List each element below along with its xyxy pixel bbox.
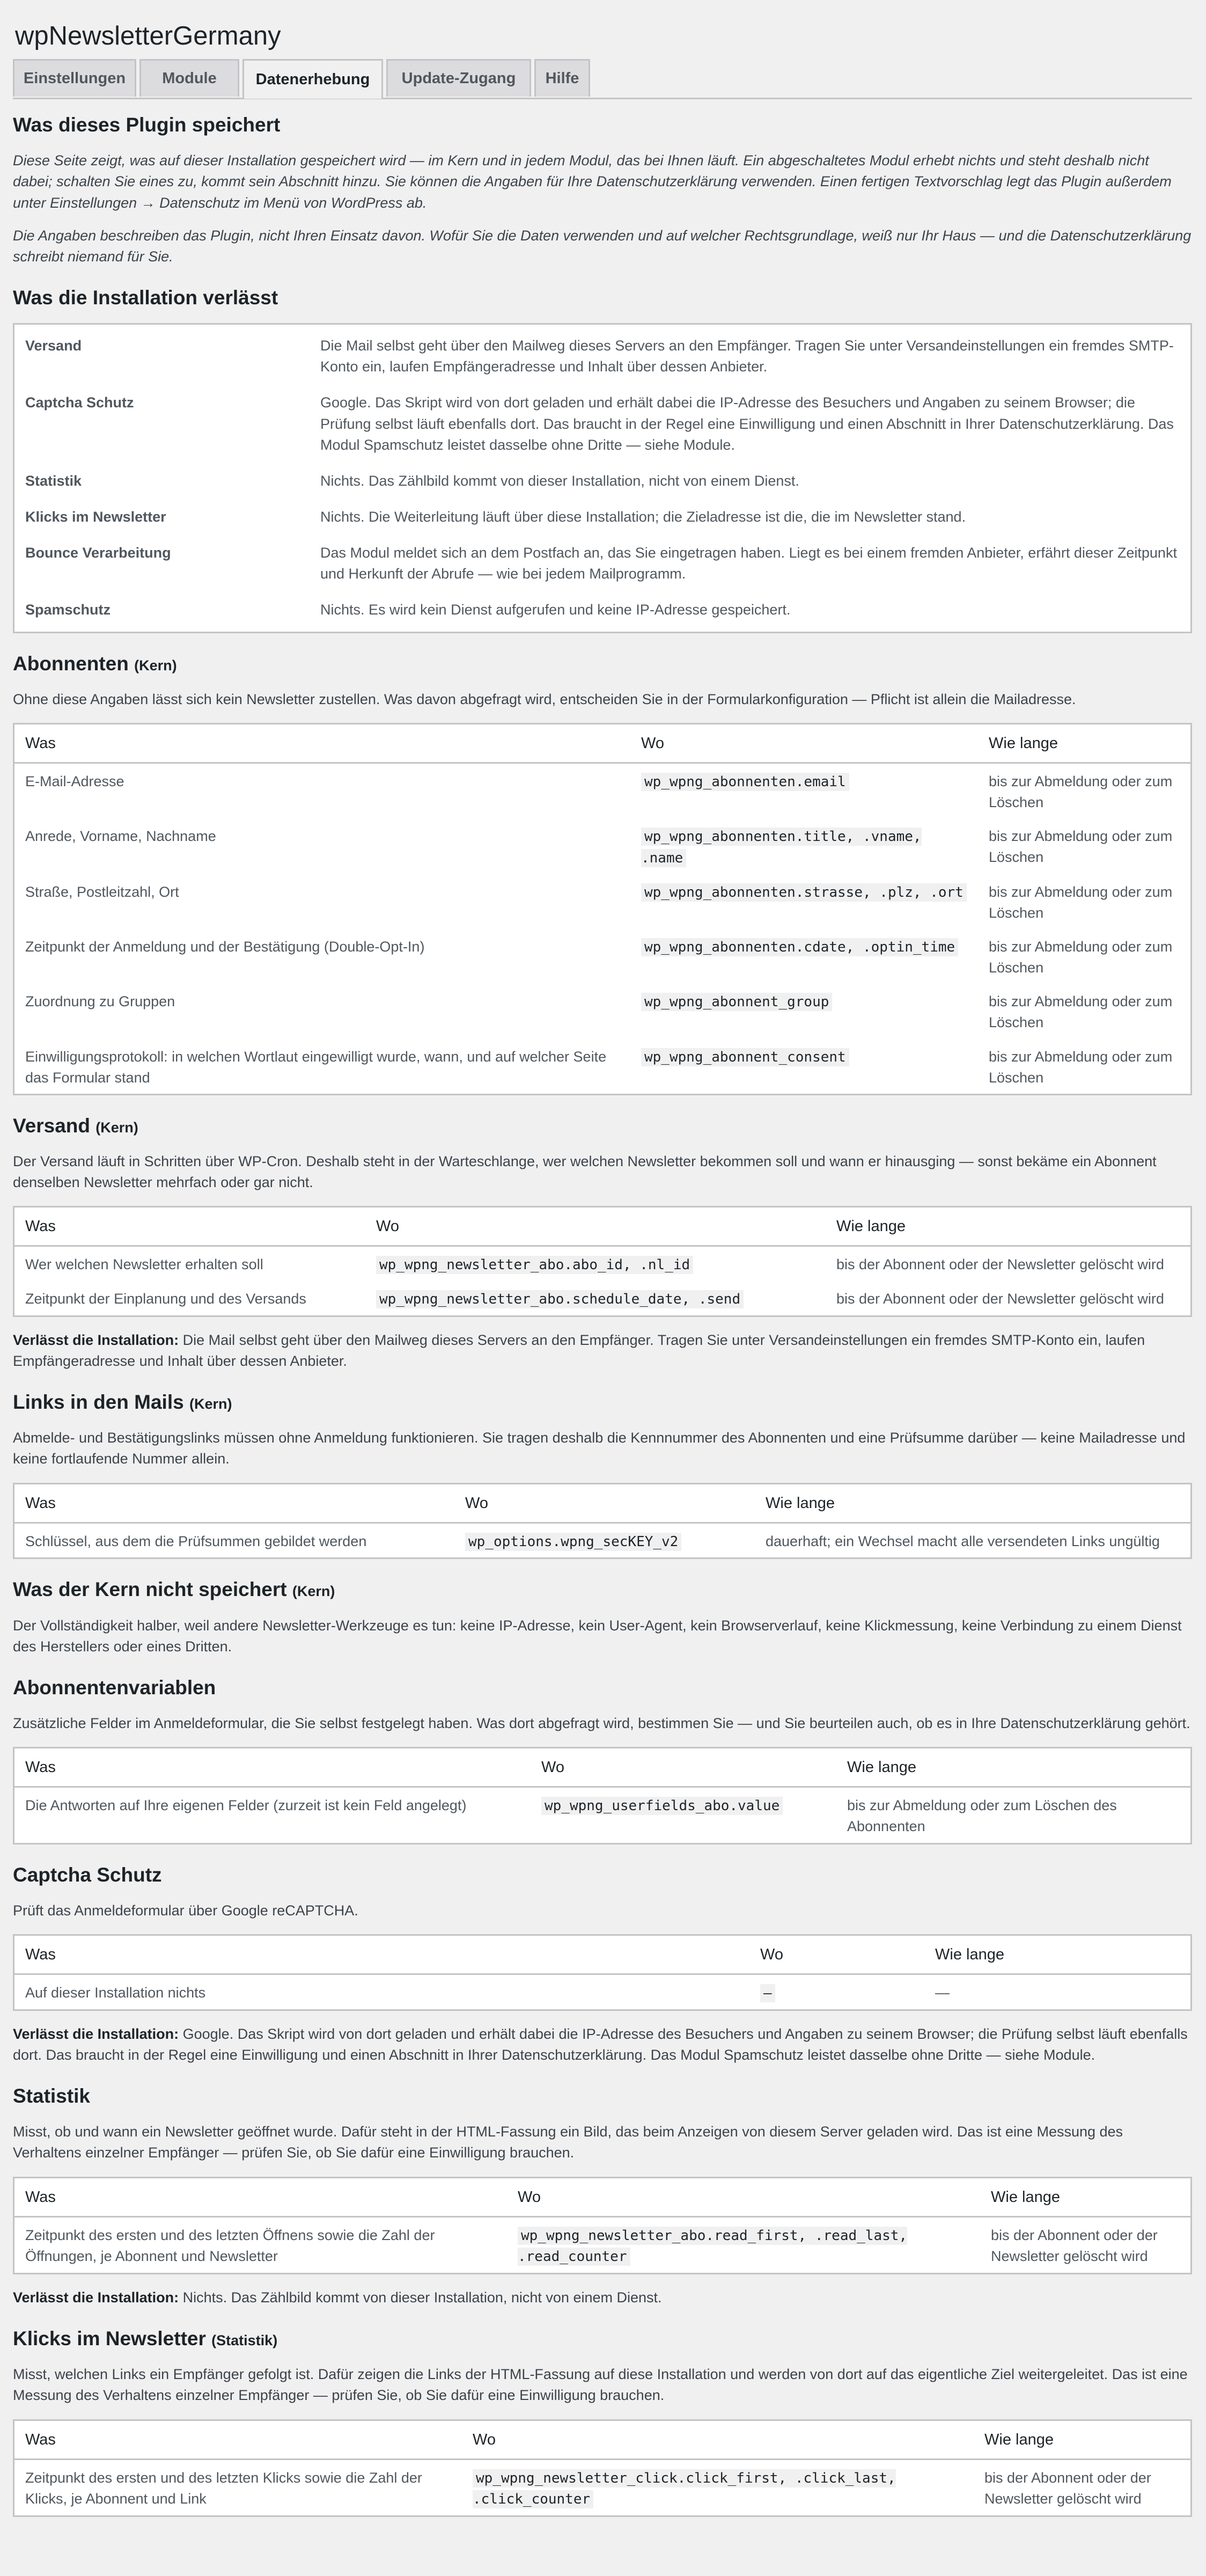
- section-links: [13, 1390, 1192, 1559]
- leaves-row: [14, 499, 1192, 535]
- cell-what: Zeitpunkt der Einplanung und des Versands: [25, 1291, 306, 1307]
- cell-what: Zuordnung zu Gruppen: [25, 993, 175, 1010]
- section-variablen: [13, 1675, 1192, 1845]
- leaves-label: Bounce Verarbeitung: [25, 545, 171, 561]
- cell-how-long: dauerhaft; ein Wechsel macht alle versendeten Links ungültig: [766, 1533, 1160, 1549]
- leaves-row: [14, 592, 1192, 632]
- section-heading: [13, 2326, 1192, 2351]
- section-klicks: [13, 2326, 1192, 2517]
- cell-where: [365, 1281, 826, 1316]
- data-table: [13, 1483, 1192, 1560]
- cell-how-long: bis zur Abmeldung oder zum Löschen: [989, 1048, 1173, 1086]
- col-wie-lange: Wie lange: [978, 724, 1192, 763]
- section-description: Misst, welchen Links ein Empfänger gefolgt ist. Dafür zeigen die Links der HTML-Fassung auf diese Installation und werden von dort auf das eigentliche Ziel weitergeleitet. Das ist eine Messung des Verhaltens einzelner Empfänger — prüfen Sie, ob Sie dafür eine Einwilligung brauchen.: [13, 2366, 1188, 2404]
- leaves-row: [14, 324, 1192, 385]
- section-title: Was der Kern nicht speichert: [13, 1578, 287, 1601]
- main-content: [13, 113, 1192, 2517]
- cell-what: Die Antworten auf Ihre eigenen Felder (zurzeit ist kein Feld angelegt): [25, 1797, 467, 1814]
- section-description: Der Vollständigkeit halber, weil andere Newsletter-Werkzeuge es tun: keine IP-Adresse, kein User-Agent, kein Browserverlauf, keine Klickmessung, keine Verbindung zu einem Dienst des Herstellers oder eines Dritten.: [13, 1617, 1182, 1655]
- db-location: wp_wpng_abonnenten.strasse, .plz, .ort: [641, 883, 967, 902]
- section-description: Der Versand läuft in Schritten über WP-Cron. Deshalb steht in der Warteschlange, wer welchen Newsletter bekommen soll und wann er hinausging — sonst bekäme ein Abonnent denselben Newsletter mehrfach oder gar nicht.: [13, 1153, 1157, 1191]
- col-was: Was: [14, 1935, 750, 1974]
- table-row: [14, 1974, 1192, 2010]
- col-wo: Wo: [365, 1207, 826, 1246]
- cell-how-long: bis der Abonnent oder der Newsletter gelöscht wird: [991, 2227, 1158, 2264]
- section-heading: [13, 1577, 1192, 1602]
- data-table: [13, 2177, 1192, 2274]
- cell-where: [630, 763, 978, 819]
- table-row: [14, 2216, 1192, 2273]
- leaves-note-text: Google. Das Skript wird von dort geladen und erhält dabei die IP-Adresse des Besuchers und Angaben zu seinem Browser; die Prüfung selbst läuft ebenfalls dort. Das braucht in der Regel eine Einwilligung und einen Abschnitt in Ihrer Datenschutzerklärung. Das Modul Spamschutz leistet dasselbe ohne Dritte — siehe Module.: [13, 2025, 1188, 2063]
- cell-what: Wer welchen Newsletter erhalten soll: [25, 1256, 263, 1273]
- cell-where: [749, 1974, 924, 2010]
- leaves-text: Die Mail selbst geht über den Mailweg dieses Servers an den Empfänger. Tragen Sie unter Versandeinstellungen ein fremdes SMTP-Konto ein, laufen Empfängeradresse und Inhalt über dessen Anbieter.: [320, 338, 1174, 375]
- cell-how-long: bis der Abonnent oder der Newsletter gelöscht wird: [984, 2469, 1151, 2507]
- col-wo: Wo: [507, 2177, 980, 2216]
- section-tag: (Kern): [95, 1119, 138, 1136]
- section-heading: [13, 1114, 1192, 1138]
- cell-where: [630, 874, 978, 929]
- section-heading: [13, 652, 1192, 676]
- col-wie-lange: Wie lange: [980, 2177, 1192, 2216]
- table-row: [14, 1246, 1192, 1281]
- db-location: wp_wpng_abonnent_consent: [641, 1048, 849, 1066]
- section-tag: (Statistik): [211, 2332, 278, 2349]
- overview-note: Die Angaben beschreiben das Plugin, nicht Ihren Einsatz davon. Wofür Sie die Daten verwenden und auf welcher Rechtsgrundlage, weiß nur Ihr Haus — und die Datenschutzerklärung schreibt niemand für Sie.: [13, 227, 1192, 265]
- db-location: wp_wpng_abonnenten.email: [641, 773, 849, 791]
- leaves-text: Nichts. Die Weiterleitung läuft über diese Installation; die Zieladresse ist die, die im Newsletter stand.: [320, 509, 966, 525]
- table-row: [14, 984, 1192, 1038]
- cell-what: Einwilligungsprotokoll: in welchen Wortlaut eingewilligt wurde, wann, und auf welcher Seite das Formular stand: [25, 1048, 607, 1086]
- section-description: Abmelde- und Bestätigungslinks müssen ohne Anmeldung funktionieren. Sie tragen deshalb die Kennnummer des Abonnenten und eine Prüfsumme darüber — keine Mailadresse und keine fortlaufende Nummer allein.: [13, 1430, 1186, 1467]
- col-wie-lange: Wie lange: [836, 1748, 1192, 1787]
- table-row: [14, 1039, 1192, 1095]
- leaves-label: Versand: [25, 338, 82, 354]
- cell-what: Auf dieser Installation nichts: [25, 1985, 206, 2001]
- tab-datenerhebung[interactable]: Datenerhebung: [242, 59, 383, 99]
- leaves-text: Nichts. Es wird kein Dienst aufgerufen und keine IP-Adresse gespeichert.: [320, 602, 791, 618]
- cell-what: Schlüssel, aus dem die Prüfsummen gebildet werden: [25, 1533, 367, 1549]
- cell-where: [462, 2459, 974, 2516]
- cell-how-long: bis zur Abmeldung oder zum Löschen: [989, 773, 1173, 811]
- cell-how-long: bis zur Abmeldung oder zum Löschen: [989, 828, 1173, 866]
- cell-what: Zeitpunkt des ersten und des letzten Klicks sowie die Zahl der Klicks, je Abonnent und Link: [25, 2469, 422, 2507]
- table-row: [14, 1787, 1192, 1843]
- leaves-note-label: Verlässt die Installation:: [13, 1331, 179, 1348]
- cell-how-long: bis der Abonnent oder der Newsletter gelöscht wird: [836, 1256, 1164, 1273]
- section-title: Klicks im Newsletter: [13, 2328, 206, 2350]
- section-heading: [13, 1863, 1192, 1887]
- col-was: Was: [14, 1483, 455, 1523]
- sections: [13, 652, 1192, 2517]
- cell-what: Straße, Postleitzahl, Ort: [25, 883, 179, 900]
- cell-where: [365, 1246, 826, 1281]
- section-title: Captcha Schutz: [13, 1863, 162, 1886]
- leaves-text: Das Modul meldet sich an dem Postfach an, das Sie eingetragen haben. Liegt es bei einem fremden Anbieter, erfährt dieser Zeitpunkt und Herkunft der Abrufe — wie bei jedem Mailprogramm.: [320, 545, 1177, 582]
- section-title: Statistik: [13, 2084, 90, 2107]
- cell-where: [630, 984, 978, 1038]
- leaves-note-text: Die Mail selbst geht über den Mailweg dieses Servers an den Empfänger. Tragen Sie unter Versandeinstellungen ein fremdes SMTP-Konto ein, laufen Empfängeradresse und Inhalt über dessen Anbieter.: [13, 1331, 1145, 1369]
- table-row: [14, 2459, 1192, 2516]
- cell-how-long: bis zur Abmeldung oder zum Löschen: [989, 938, 1173, 976]
- table-row: [14, 1281, 1192, 1316]
- db-location: wp_wpng_newsletter_abo.read_first, .read_last, .read_counter: [518, 2227, 908, 2265]
- tab-module[interactable]: Module: [139, 59, 239, 97]
- col-was: Was: [14, 1748, 531, 1787]
- db-location: wp_wpng_abonnent_group: [641, 993, 832, 1011]
- col-wo: Wo: [454, 1483, 755, 1523]
- cell-where: [630, 929, 978, 984]
- cell-where: [630, 818, 978, 874]
- section-description: Ohne diese Angaben lässt sich kein Newsletter zustellen. Was davon abgefragt wird, entscheiden Sie in der Formularkonfiguration — Pflicht ist allein die Mailadresse.: [13, 691, 1076, 707]
- cell-how-long: bis zur Abmeldung oder zum Löschen: [989, 883, 1173, 921]
- cell-where: [630, 1039, 978, 1095]
- leaves-note-label: Verlässt die Installation:: [13, 2025, 179, 2042]
- db-location: wp_wpng_abonnenten.cdate, .optin_time: [641, 938, 958, 956]
- leaves-note: [13, 1330, 1192, 1372]
- tab-hilfe[interactable]: Hilfe: [534, 59, 590, 97]
- section-abonnenten: [13, 652, 1192, 1095]
- cell-what: E-Mail-Adresse: [25, 773, 124, 790]
- leaves-table: [13, 323, 1192, 633]
- col-wo: Wo: [462, 2420, 974, 2459]
- data-table: [13, 1206, 1192, 1316]
- tab-einstellungen[interactable]: Einstellungen: [13, 59, 136, 97]
- table-row: [14, 1523, 1192, 1558]
- db-location: wp_wpng_userfields_abo.value: [541, 1797, 783, 1815]
- db-location: wp_wpng_newsletter_click.click_first, .click_last, .click_counter: [473, 2470, 896, 2508]
- leaves-text: Nichts. Das Zählbild kommt von dieser Installation, nicht von einem Dienst.: [320, 472, 799, 489]
- section-tag: (Kern): [292, 1583, 335, 1600]
- data-table: [13, 723, 1192, 1095]
- section-title: Versand: [13, 1114, 90, 1137]
- section-statistik: [13, 2084, 1192, 2308]
- leaves-label: Klicks im Newsletter: [25, 509, 166, 525]
- db-location: wp_wpng_newsletter_abo.schedule_date, .send: [376, 1290, 744, 1308]
- data-table: [13, 2419, 1192, 2517]
- leaves-label: Captcha Schutz: [25, 394, 134, 411]
- section-title: Links in den Mails: [13, 1391, 184, 1414]
- col-wie-lange: Wie lange: [826, 1207, 1192, 1246]
- tab-bar: [13, 59, 1192, 99]
- db-location: wp_wpng_newsletter_abo.abo_id, .nl_id: [376, 1256, 693, 1274]
- section-heading: [13, 2084, 1192, 2109]
- cell-how-long: bis zur Abmeldung oder zum Löschen des Abonnenten: [847, 1797, 1117, 1835]
- db-location: wp_wpng_abonnenten.title, .vname, .name: [641, 829, 922, 867]
- section-tag: (Kern): [189, 1396, 232, 1413]
- col-was: Was: [14, 1207, 366, 1246]
- data-table: [13, 1747, 1192, 1844]
- cell-where: [454, 1523, 755, 1558]
- section-description: Misst, ob und wann ein Newsletter geöffnet wurde. Dafür steht in der HTML-Fassung ein Bild, das beim Anzeigen von diesem Server geladen wird. Das ist eine Messung des Verhaltens einzelner Empfänger — prüfen Sie, ob Sie dafür eine Einwilligung brauchen.: [13, 2124, 1123, 2161]
- page-title: wpNewsletterGermany: [15, 21, 281, 50]
- section-nicht: [13, 1577, 1192, 1657]
- cell-where: [507, 2216, 980, 2273]
- col-wo: Wo: [749, 1935, 924, 1974]
- table-row: [14, 818, 1192, 874]
- cell-where: [531, 1787, 836, 1843]
- cell-how-long: —: [935, 1985, 950, 2001]
- overview-intro: Diese Seite zeigt, was auf dieser Installation gespeichert wird — im Kern und in jedem Modul, das bei Ihnen läuft. Ein abgeschaltetes Modul erhebt nichts und steht deshalb nicht dabei; schalten Sie eines zu, kommt sein Abschnitt hinzu. Sie können die Angaben für Ihre Datenschutzerklärung verwenden. Einen fertigen Textvorschlag legt das Plugin außerdem unter Einstellungen → Datenschutz im Menü von WordPress ab.: [13, 152, 1172, 211]
- db-location: —: [760, 1984, 775, 2002]
- col-was: Was: [14, 2177, 508, 2216]
- cell-what: Zeitpunkt der Anmeldung und der Bestätigung (Double-Opt-In): [25, 938, 425, 955]
- table-row: [14, 874, 1192, 929]
- leaves-note-text: Nichts. Das Zählbild kommt von dieser Installation, nicht von einem Dienst.: [182, 2289, 662, 2306]
- col-was: Was: [14, 724, 631, 763]
- cell-how-long: bis der Abonnent oder der Newsletter gelöscht wird: [836, 1291, 1164, 1307]
- section-title: Abonnenten: [13, 652, 129, 675]
- leaves-label: Statistik: [25, 472, 82, 489]
- leaves-label: Spamschutz: [25, 602, 111, 618]
- section-versand: [13, 1114, 1192, 1372]
- db-location: wp_options.wpng_secKEY_v2: [465, 1533, 681, 1551]
- leaves-note: [13, 2024, 1192, 2066]
- leaves-text: Google. Das Skript wird von dort geladen und erhält dabei die IP-Adresse des Besuchers und Angaben zu seinem Browser; die Prüfung selbst läuft ebenfalls dort. Das braucht in der Regel eine Einwilligung und einen Abschnitt in Ihrer Datenschutzerklärung. Das Modul Spamschutz leistet dasselbe ohne Dritte — siehe Module.: [320, 394, 1174, 453]
- leaves-row: [14, 535, 1192, 592]
- table-row: [14, 763, 1192, 819]
- section-description: Prüft das Anmeldeformular über Google reCAPTCHA.: [13, 1902, 358, 1919]
- col-wie-lange: Wie lange: [755, 1483, 1192, 1523]
- cell-what: Anrede, Vorname, Nachname: [25, 828, 216, 845]
- col-wo: Wo: [531, 1748, 836, 1787]
- col-wie-lange: Wie lange: [974, 2420, 1192, 2459]
- leaves-row: [14, 463, 1192, 499]
- table-row: [14, 929, 1192, 984]
- section-captcha: [13, 1863, 1192, 2066]
- cell-what: Zeitpunkt des ersten und des letzten Öffnens sowie die Zahl der Öffnungen, je Abonnent und Newsletter: [25, 2227, 435, 2264]
- section-description: Zusätzliche Felder im Anmeldeformular, die Sie selbst festgelegt haben. Was dort abgefragt wird, bestimmen Sie — und Sie beurteilen auch, ob es in Ihre Datenschutzerklärung gehört.: [13, 1715, 1190, 1732]
- overview-heading: Was dieses Plugin speichert: [13, 114, 281, 136]
- section-heading: [13, 1390, 1192, 1415]
- tab-update-zugang[interactable]: Update-Zugang: [386, 59, 531, 97]
- section-tag: (Kern): [134, 657, 177, 674]
- leaves-note-label: Verlässt die Installation:: [13, 2289, 179, 2306]
- col-wo: Wo: [630, 724, 978, 763]
- section-heading: [13, 1675, 1192, 1700]
- leaves-row: [14, 385, 1192, 463]
- cell-how-long: bis zur Abmeldung oder zum Löschen: [989, 993, 1173, 1031]
- leaves-heading: Was die Installation verlässt: [13, 286, 278, 309]
- leaves-note: [13, 2287, 1192, 2308]
- col-was: Was: [14, 2420, 462, 2459]
- section-title: Abonnentenvariablen: [13, 1676, 216, 1699]
- data-table: [13, 1934, 1192, 2011]
- col-wie-lange: Wie lange: [924, 1935, 1192, 1974]
